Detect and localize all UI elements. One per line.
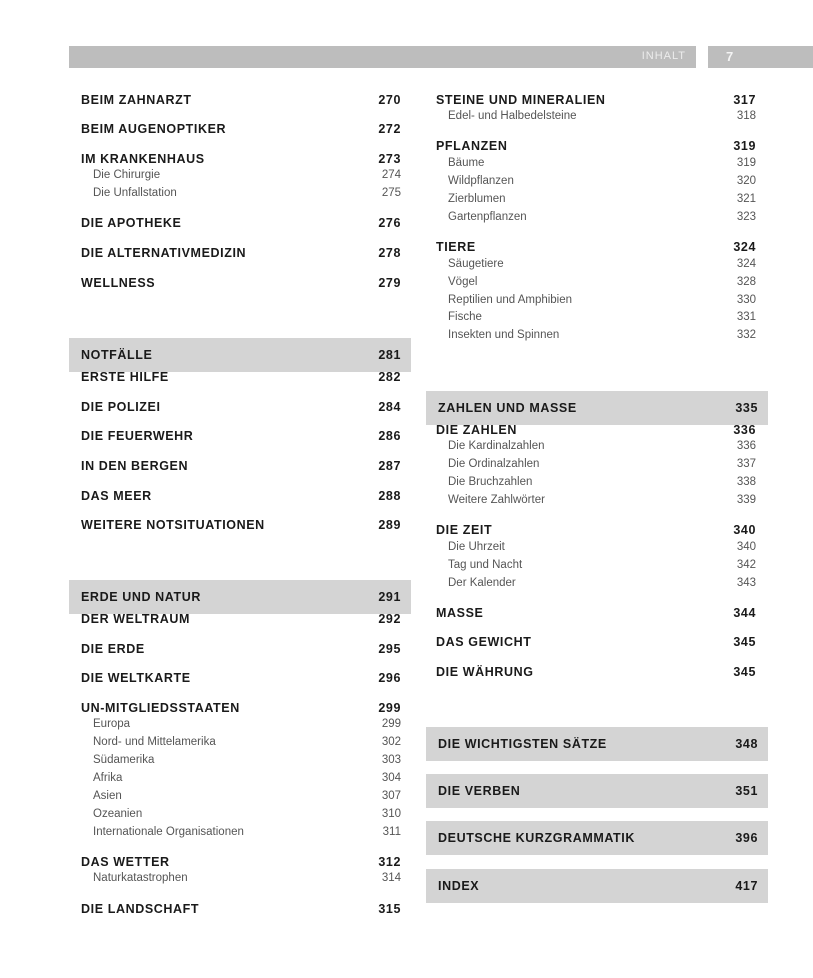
- entry-label: Südamerika: [93, 754, 155, 766]
- entry-label: Die Unfallstation: [93, 187, 177, 199]
- entry-label: DIE WÄHRUNG: [436, 665, 534, 679]
- toc-sub-entry: [81, 169, 401, 185]
- entry-page-number: 345: [733, 635, 756, 649]
- entry-label: DEUTSCHE KURZGRAMMATIK: [438, 831, 635, 845]
- entry-page-number: 314: [381, 872, 401, 884]
- entry-page-number: 274: [381, 169, 401, 181]
- entry-label: WELLNESS: [81, 276, 156, 290]
- entry-label: ERSTE HILFE: [81, 370, 169, 384]
- entry-label: WEITERE NOTSITUATIONEN: [81, 518, 265, 532]
- page-number-box: [708, 46, 813, 68]
- entry-label: INDEX: [438, 879, 480, 893]
- entry-label: DIE WICHTIGSTEN SÄTZE: [438, 737, 607, 751]
- entry-label: Ozeanien: [93, 808, 143, 820]
- toc-sub-entry: [81, 826, 401, 842]
- entry-page-number: 336: [736, 440, 756, 452]
- entry-label: Vögel: [448, 276, 478, 288]
- running-header: [69, 46, 696, 68]
- entry-label: Gartenpflanzen: [448, 211, 527, 223]
- toc-heading-entry: [436, 523, 756, 539]
- toc-sub-entry: [436, 458, 756, 474]
- toc-sub-entry: [436, 157, 756, 173]
- entry-page-number: 286: [378, 429, 401, 443]
- entry-page-number: 321: [736, 193, 756, 205]
- entry-page-number: 342: [736, 559, 756, 571]
- entry-label: Zierblumen: [448, 193, 506, 205]
- entry-label: NOTFÄLLE: [81, 348, 153, 362]
- toc-heading-entry: [81, 642, 401, 658]
- entry-page-number: 345: [733, 665, 756, 679]
- entry-label: DER WELTRAUM: [81, 612, 191, 626]
- section-band: [426, 821, 768, 855]
- section-band: [69, 338, 411, 372]
- toc-sub-entry: [436, 494, 756, 510]
- toc-sub-entry: [436, 559, 756, 575]
- toc-sub-entry: [436, 193, 756, 209]
- entry-page-number: 328: [736, 276, 756, 288]
- entry-label: DIE ERDE: [81, 642, 145, 656]
- toc-sub-entry: [436, 294, 756, 310]
- entry-page-number: 343: [736, 577, 756, 589]
- entry-label: ZAHLEN UND MASSE: [438, 401, 577, 415]
- header-title: INHALT: [641, 50, 686, 62]
- entry-page-number: 338: [736, 476, 756, 488]
- toc-heading-entry: [436, 139, 756, 155]
- entry-page-number: 324: [733, 240, 756, 254]
- toc-sub-entry: [81, 790, 401, 806]
- entry-label: STEINE UND MINERALIEN: [436, 93, 606, 107]
- entry-page-number: 307: [381, 790, 401, 802]
- entry-page-number: 302: [381, 736, 401, 748]
- toc-heading-entry: [81, 459, 401, 475]
- entry-page-number: 287: [378, 459, 401, 473]
- section-band: [426, 869, 768, 903]
- entry-label: IM KRANKENHAUS: [81, 152, 205, 166]
- entry-page-number: 291: [378, 590, 401, 604]
- toc-sub-entry: [436, 258, 756, 274]
- toc-heading-entry: [81, 902, 401, 918]
- entry-label: DAS MEER: [81, 489, 152, 503]
- entry-label: Naturkatastrophen: [93, 872, 188, 884]
- entry-label: DIE FEUERWEHR: [81, 429, 194, 443]
- entry-page-number: 273: [378, 152, 401, 166]
- entry-label: Weitere Zahlwörter: [448, 494, 545, 506]
- toc-sub-entry: [436, 110, 756, 126]
- entry-page-number: 299: [378, 701, 401, 715]
- entry-label: Afrika: [93, 772, 123, 784]
- toc-sub-entry: [436, 329, 756, 345]
- entry-page-number: 340: [736, 541, 756, 553]
- toc-right-column: [436, 88, 758, 893]
- toc-sub-entry: [436, 541, 756, 557]
- entry-page-number: 330: [736, 294, 756, 306]
- entry-label: Reptilien und Amphibien: [448, 294, 573, 306]
- toc-sub-entry: [81, 187, 401, 203]
- section-band: [426, 391, 768, 425]
- entry-label: TIERE: [436, 240, 476, 254]
- entry-page-number: 284: [378, 400, 401, 414]
- entry-page-number: 310: [381, 808, 401, 820]
- entry-page-number: 303: [381, 754, 401, 766]
- toc-heading-entry: [436, 665, 756, 681]
- toc-sub-entry: [81, 754, 401, 770]
- toc-heading-entry: [81, 701, 401, 717]
- entry-page-number: 315: [378, 902, 401, 916]
- entry-label: Wildpflanzen: [448, 175, 514, 187]
- entry-label: MASSE: [436, 606, 484, 620]
- entry-label: Der Kalender: [448, 577, 516, 589]
- entry-page-number: 292: [378, 612, 401, 626]
- toc-heading-entry: [81, 152, 401, 168]
- entry-page-number: 289: [378, 518, 401, 532]
- entry-page-number: 299: [381, 718, 401, 730]
- entry-page-number: 324: [736, 258, 756, 270]
- entry-page-number: 348: [735, 737, 758, 751]
- toc-heading-entry: [81, 370, 401, 386]
- section-band: [426, 774, 768, 808]
- toc-heading-entry: [81, 671, 401, 687]
- toc-heading-entry: [81, 429, 401, 445]
- toc-heading-entry: [81, 276, 401, 292]
- entry-page-number: 282: [378, 370, 401, 384]
- entry-label: DIE ALTERNATIVMEDIZIN: [81, 246, 247, 260]
- toc-heading-entry: [81, 612, 401, 628]
- entry-label: Säugetiere: [448, 258, 504, 270]
- entry-label: UN-MITGLIEDSSTAATEN: [81, 701, 240, 715]
- entry-label: DIE ZAHLEN: [436, 423, 517, 437]
- entry-label: Die Uhrzeit: [448, 541, 505, 553]
- entry-label: BEIM ZAHNARZT: [81, 93, 192, 107]
- entry-page-number: 311: [382, 826, 401, 838]
- toc-sub-entry: [81, 718, 401, 734]
- entry-page-number: 331: [736, 311, 756, 323]
- entry-page-number: 351: [735, 784, 758, 798]
- entry-label: Die Ordinalzahlen: [448, 458, 540, 470]
- entry-label: Bäume: [448, 157, 485, 169]
- entry-label: DIE POLIZEI: [81, 400, 161, 414]
- entry-label: Europa: [93, 718, 131, 730]
- toc-sub-entry: [81, 736, 401, 752]
- entry-label: Insekten und Spinnen: [448, 329, 560, 341]
- entry-page-number: 336: [733, 423, 756, 437]
- toc-sub-entry: [81, 808, 401, 824]
- toc-sub-entry: [436, 311, 756, 327]
- toc-heading-entry: [81, 93, 401, 109]
- entry-label: DIE WELTKARTE: [81, 671, 191, 685]
- entry-page-number: 276: [378, 216, 401, 230]
- toc-heading-entry: [436, 240, 756, 256]
- entry-label: IN DEN BERGEN: [81, 459, 189, 473]
- entry-page-number: 312: [378, 855, 401, 869]
- entry-label: Internationale Organisationen: [93, 826, 244, 838]
- entry-page-number: 295: [378, 642, 401, 656]
- entry-page-number: 296: [378, 671, 401, 685]
- toc-sub-entry: [436, 211, 756, 227]
- entry-label: Asien: [93, 790, 122, 802]
- entry-page-number: 339: [736, 494, 756, 506]
- entry-label: Nord- und Mittelamerika: [93, 736, 216, 748]
- entry-page-number: 337: [736, 458, 756, 470]
- toc-heading-entry: [436, 93, 756, 109]
- entry-label: BEIM AUGENOPTIKER: [81, 122, 227, 136]
- toc-sub-entry: [436, 476, 756, 492]
- section-band: [69, 580, 411, 614]
- toc-heading-entry: [81, 216, 401, 232]
- entry-label: PFLANZEN: [436, 139, 508, 153]
- toc-heading-entry: [436, 606, 756, 622]
- toc-sub-entry: [436, 577, 756, 593]
- entry-page-number: 323: [736, 211, 756, 223]
- toc-sub-entry: [436, 175, 756, 191]
- toc-heading-entry: [81, 400, 401, 416]
- entry-page-number: 417: [735, 879, 758, 893]
- entry-label: Die Bruchzahlen: [448, 476, 533, 488]
- entry-page-number: 272: [378, 122, 401, 136]
- toc-heading-entry: [81, 122, 401, 138]
- entry-label: DIE VERBEN: [438, 784, 521, 798]
- entry-page-number: 288: [378, 489, 401, 503]
- entry-label: Die Chirurgie: [93, 169, 161, 181]
- entry-page-number: 335: [735, 401, 758, 415]
- entry-page-number: 319: [736, 157, 756, 169]
- entry-label: Die Kardinalzahlen: [448, 440, 545, 452]
- toc-heading-entry: [81, 246, 401, 262]
- toc-sub-entry: [436, 440, 756, 456]
- entry-label: DAS GEWICHT: [436, 635, 532, 649]
- entry-label: DIE APOTHEKE: [81, 216, 182, 230]
- entry-page-number: 278: [378, 246, 401, 260]
- toc-left-column: [81, 88, 401, 918]
- toc-heading-entry: [81, 489, 401, 505]
- entry-page-number: 332: [736, 329, 756, 341]
- toc-sub-entry: [436, 276, 756, 292]
- toc-sub-entry: [81, 872, 401, 888]
- entry-label: ERDE UND NATUR: [81, 590, 201, 604]
- entry-label: DIE ZEIT: [436, 523, 493, 537]
- entry-page-number: 340: [733, 523, 756, 537]
- entry-label: Tag und Nacht: [448, 559, 523, 571]
- entry-page-number: 396: [735, 831, 758, 845]
- entry-page-number: 318: [736, 110, 756, 122]
- entry-label: Fische: [448, 311, 482, 323]
- entry-label: DAS WETTER: [81, 855, 170, 869]
- entry-page-number: 275: [381, 187, 401, 199]
- entry-label: DIE LANDSCHAFT: [81, 902, 200, 916]
- toc-heading-entry: [81, 518, 401, 534]
- entry-label: Edel- und Halbedelsteine: [448, 110, 577, 122]
- entry-page-number: 320: [736, 175, 756, 187]
- toc-heading-entry: [436, 423, 756, 439]
- page-number: 7: [726, 49, 734, 64]
- toc-heading-entry: [436, 635, 756, 651]
- entry-page-number: 270: [378, 93, 401, 107]
- toc-heading-entry: [81, 855, 401, 871]
- entry-page-number: 319: [733, 139, 756, 153]
- toc-sub-entry: [81, 772, 401, 788]
- entry-page-number: 281: [378, 348, 401, 362]
- entry-page-number: 304: [381, 772, 401, 784]
- entry-page-number: 279: [378, 276, 401, 290]
- entry-page-number: 344: [733, 606, 756, 620]
- entry-page-number: 317: [733, 93, 756, 107]
- section-band: [426, 727, 768, 761]
